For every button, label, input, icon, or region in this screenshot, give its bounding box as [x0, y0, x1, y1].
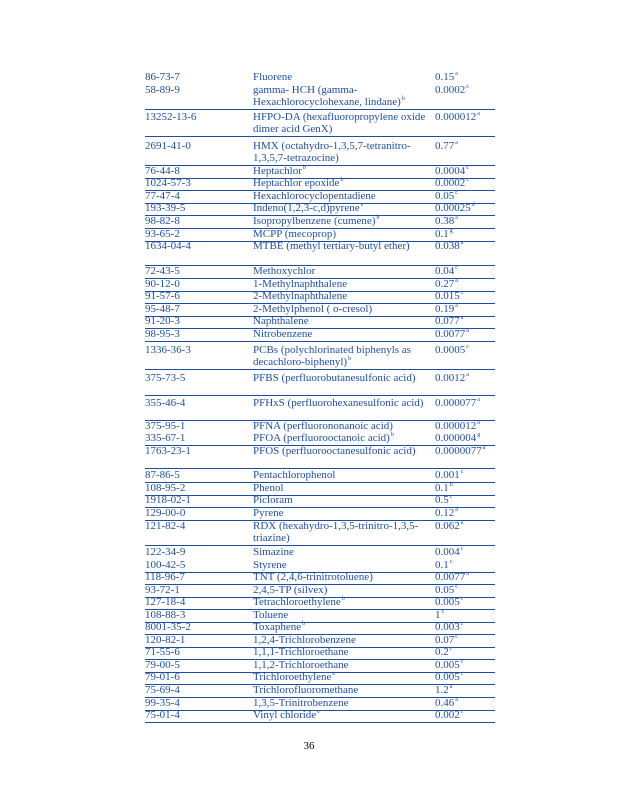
chemical-name-text: MTBE (methyl tertiary-butyl ether) [253, 240, 410, 252]
name-footnote: b [376, 215, 380, 222]
value-text: 0.0002 [435, 177, 466, 189]
value-text: 0.0000077 [435, 445, 482, 457]
table-row [145, 329, 495, 342]
table-row [145, 112, 495, 137]
chemical-name [253, 345, 433, 368]
chemical-name [253, 241, 433, 253]
cas-number: 91-57-6 [145, 290, 180, 302]
standard-value [435, 229, 453, 241]
value-footnote: a [477, 111, 480, 118]
name-footnote: b [348, 355, 352, 362]
chemical-name [253, 304, 433, 316]
chemical-name-text: Trichlorofluoromethane [253, 684, 359, 696]
chemical-name-text: Nitrobenzene [253, 328, 313, 340]
chemical-name-text: Styrene [253, 559, 287, 571]
value-text: 0.000077 [435, 397, 477, 409]
chemical-name-text: 1,2,4-Trichlorobenzene [253, 634, 356, 646]
chemical-name-text: Simazine [253, 546, 294, 558]
value-text: 0.015 [435, 290, 460, 302]
cas-number: 375-73-5 [145, 372, 186, 384]
chemical-name [253, 710, 433, 722]
chemical-name-text: PFOS (perfluorooctanesulfonic acid) [253, 445, 416, 457]
value-text: 0.46 [435, 697, 455, 709]
chemical-name [253, 508, 433, 520]
value-text: 0.0012 [435, 372, 466, 384]
value-text: 0.038 [435, 240, 460, 252]
standard-value [435, 291, 463, 303]
cas-number: 1918-02-1 [145, 494, 191, 506]
cas-number: 100-42-5 [145, 559, 186, 571]
value-footnote: c [449, 559, 453, 566]
standard-value [435, 266, 458, 278]
value-footnote: d [471, 202, 475, 209]
value-footnote: c [455, 265, 458, 272]
standard-value [435, 178, 469, 190]
standard-value [435, 316, 463, 328]
chemical-name [253, 141, 433, 164]
cas-number: 98-95-3 [145, 328, 180, 340]
value-footnote: c [466, 84, 469, 91]
name-footnote: e [317, 709, 320, 716]
chemical-name [253, 291, 433, 303]
chemical-name-text: MCPP (mecoprop) [253, 228, 337, 240]
value-footnote: a [455, 278, 458, 285]
value-text: 0.0005 [435, 344, 466, 356]
chemical-name [253, 521, 433, 544]
value-footnote: a [455, 71, 458, 78]
cas-number: 79-01-6 [145, 671, 180, 683]
cas-number: 121-82-4 [145, 520, 186, 532]
value-text: 0.000012 [435, 111, 477, 123]
value-footnote: a [455, 215, 458, 222]
chemical-name [253, 622, 433, 634]
value-footnote: c [460, 469, 464, 476]
standard-value [435, 166, 469, 178]
chemical-name [253, 112, 433, 135]
value-text: 0.1 [435, 228, 449, 240]
name-footnote: b [401, 95, 405, 102]
name-footnote: b [302, 165, 306, 172]
chemical-name [253, 446, 433, 458]
standard-value [435, 483, 453, 495]
value-footnote: c [449, 494, 453, 501]
chemical-name [253, 421, 433, 433]
chemical-name-text: 2,4,5-TP (silvex) [253, 584, 328, 596]
cas-number: 58-89-9 [145, 84, 180, 96]
name-footnote: b [390, 432, 394, 439]
chemical-name-text: HFPO-DA (hexafluoropropylene oxide dimer acid GenX) [253, 111, 426, 135]
table-row [145, 521, 495, 546]
page-number: 36 [303, 740, 315, 752]
value-footnote: a [449, 684, 453, 691]
chemical-name [253, 585, 433, 597]
cas-number: 93-65-2 [145, 228, 180, 240]
standard-value [435, 85, 469, 97]
chemical-name [253, 647, 433, 659]
standard-value [435, 433, 480, 445]
cas-number: 8001-35-2 [145, 621, 191, 633]
value-text: 0.001 [435, 469, 460, 481]
standard-value [435, 398, 480, 410]
chemical-name-text: Indeno(1,2,3-c,d)pyrene [253, 202, 360, 214]
value-footnote: c [466, 177, 469, 184]
value-text: 0.27 [435, 278, 455, 290]
value-footnote: c [455, 634, 458, 641]
table-row [145, 345, 495, 370]
cas-number: 193-39-5 [145, 202, 186, 214]
cas-number: 1763-23-1 [145, 445, 191, 457]
cas-number: 95-48-7 [145, 303, 180, 315]
name-footnote: e [360, 202, 364, 209]
name-footnote: b [302, 621, 306, 628]
chemical-name-text: Isopropylbenzene (cumene) [253, 215, 376, 227]
value-text: 0.000004 [435, 432, 477, 444]
chemical-name [253, 85, 433, 108]
value-footnote: a [460, 240, 464, 247]
standard-value [435, 698, 458, 710]
value-text: 0.1 [435, 559, 449, 571]
value-text: 0.04 [435, 265, 455, 277]
cas-number: 1024-57-3 [145, 177, 191, 189]
value-text: 0.0004 [435, 165, 466, 177]
value-footnote: c [460, 709, 464, 716]
name-footnote: b [341, 596, 345, 603]
table-row [145, 373, 495, 396]
standard-value [435, 622, 463, 634]
chemical-name-text: 1,1,1-Trichloroethane [253, 646, 349, 658]
chemical-name [253, 483, 433, 495]
cas-number: 75-01-4 [145, 709, 180, 721]
value-text: 0.77 [435, 140, 455, 152]
value-text: 0.002 [435, 709, 460, 721]
standard-value [435, 141, 458, 153]
value-footnote: a [466, 372, 469, 379]
value-text: 1 [435, 609, 441, 621]
value-footnote: a [477, 420, 480, 427]
chemical-name-text: 1-Methylnaphthalene [253, 278, 348, 290]
standard-value [435, 585, 458, 597]
table-row [145, 72, 495, 84]
name-footnote: b [340, 177, 344, 184]
value-footnote: a [460, 520, 464, 527]
standard-value [435, 710, 463, 722]
chemical-name [253, 316, 433, 328]
value-footnote: c [460, 621, 464, 628]
chemical-name [253, 672, 433, 684]
cas-number: 99-35-4 [145, 697, 180, 709]
value-footnote: c [460, 671, 464, 678]
standard-value [435, 647, 452, 659]
cas-number: 87-86-5 [145, 469, 180, 481]
value-text: 0.0077 [435, 328, 466, 340]
cas-number: 375-95-1 [145, 420, 186, 432]
value-text: 0.062 [435, 520, 460, 532]
value-text: 0.19 [435, 303, 455, 315]
value-text: 0.005 [435, 671, 460, 683]
chemical-name [253, 191, 433, 203]
value-text: 0.2 [435, 646, 449, 658]
chemical-name-text: gamma- HCH (gamma-Hexachlorocyclohexane, lindane) [253, 84, 401, 108]
value-text: 0.38 [435, 215, 455, 227]
chemical-name-text: HMX (octahydro-1,3,5,7-tetranitro-1,3,5,7-tetrazocine) [253, 140, 411, 164]
standard-value [435, 685, 452, 697]
standard-value [435, 446, 485, 458]
value-footnote: c [460, 290, 464, 297]
standard-value [435, 495, 452, 507]
cas-number: 335-67-1 [145, 432, 186, 444]
standard-value [435, 635, 458, 647]
value-text: 0.005 [435, 659, 460, 671]
chemical-name [253, 72, 433, 84]
value-text: 0.1 [435, 482, 449, 494]
table-row [145, 85, 495, 110]
chemical-name-text: 2-Methylnaphthalene [253, 290, 348, 302]
standard-value [435, 610, 444, 622]
chemical-name [253, 660, 433, 672]
cas-number: 355-46-4 [145, 397, 186, 409]
chemical-name-text: Methoxychlor [253, 265, 316, 277]
standard-value [435, 672, 463, 684]
standard-value [435, 547, 463, 559]
cas-number: 76-44-8 [145, 165, 180, 177]
value-footnote: c [455, 190, 458, 197]
chemical-name [253, 572, 433, 584]
value-text: 0.07 [435, 634, 455, 646]
chemical-name-text: Trichloroethylene [253, 671, 332, 683]
standard-value [435, 572, 469, 584]
value-text: 0.0077 [435, 571, 466, 583]
value-text: 0.0002 [435, 84, 466, 96]
chemical-name-text: Vinyl chloride [253, 709, 317, 721]
chemical-name [253, 685, 433, 697]
value-text: 0.077 [435, 315, 460, 327]
chemical-name-text: Heptachlor epoxide [253, 177, 340, 189]
chemical-name [253, 166, 433, 178]
value-footnote: a [455, 697, 458, 704]
value-footnote: c [449, 646, 453, 653]
chemical-name [253, 203, 433, 215]
table-row [145, 141, 495, 166]
cas-number: 93-72-1 [145, 584, 180, 596]
chemical-name [253, 698, 433, 710]
chemical-name-text: Pyrene [253, 507, 284, 519]
cas-number: 108-88-3 [145, 609, 186, 621]
standard-value [435, 241, 463, 253]
chemical-name-text: Pentachlorophenol [253, 469, 336, 481]
chemical-name-text: Phenol [253, 482, 284, 494]
value-footnote: c [460, 659, 464, 666]
standard-value [435, 421, 480, 433]
standard-value [435, 345, 469, 357]
cas-number: 79-00-5 [145, 659, 180, 671]
chemical-name [253, 279, 433, 291]
chemical-name-text: PFNA (perfluorononanoic acid) [253, 420, 393, 432]
table-row [145, 398, 495, 421]
value-text: 0.004 [435, 546, 460, 558]
chemical-name [253, 470, 433, 482]
chemical-name [253, 229, 433, 241]
value-text: 0.003 [435, 621, 460, 633]
value-footnote: a [455, 303, 458, 310]
chemical-name [253, 635, 433, 647]
chemical-name [253, 597, 433, 609]
value-footnote: h [449, 482, 453, 489]
cas-number: 98-82-8 [145, 215, 180, 227]
value-footnote: a [460, 315, 464, 322]
cas-number: 120-82-1 [145, 634, 186, 646]
cas-number: 129-00-0 [145, 507, 186, 519]
chemical-name-text: Toluene [253, 609, 289, 621]
table-row [145, 446, 495, 469]
chemical-name-text: Heptachlor [253, 165, 302, 177]
value-text: 0.15 [435, 71, 455, 83]
value-footnote: c [466, 344, 469, 351]
value-footnote: g [477, 432, 481, 439]
standard-value [435, 373, 469, 385]
standard-value [435, 508, 458, 520]
value-footnote: c [460, 596, 464, 603]
chemical-name [253, 610, 433, 622]
cas-number: 108-95-2 [145, 482, 186, 494]
standard-value [435, 470, 463, 482]
value-footnote: a [466, 328, 469, 335]
value-text: 0.00025 [435, 202, 471, 214]
standard-value [435, 112, 480, 124]
chemical-name-text: 1,3,5-Trinitrobenzene [253, 697, 349, 709]
chemical-name-text: Picloram [253, 494, 293, 506]
chemical-name [253, 329, 433, 341]
cas-number: 118-96-7 [145, 571, 185, 583]
chemical-name-text: PCBs (polychlorinated biphenyls as decachloro-biphenyl) [253, 344, 411, 368]
standard-value [435, 597, 463, 609]
cas-number: 71-55-6 [145, 646, 180, 658]
chemical-name [253, 178, 433, 190]
chemical-name-text: RDX (hexahydro-1,3,5-trinitro-1,3,5-triazine) [253, 520, 419, 544]
chemical-name-text: Naphthalene [253, 315, 309, 327]
value-footnote: a [477, 397, 480, 404]
chemical-name-text: Tetrachloroethylene [253, 596, 341, 608]
cas-number: 77-47-4 [145, 190, 180, 202]
cas-number: 1634-04-4 [145, 240, 191, 252]
standard-value [435, 191, 458, 203]
value-footnote: a [466, 571, 469, 578]
standard-value [435, 203, 475, 215]
chemical-name-text: 2-Methylphenol ( o-cresol) [253, 303, 373, 315]
value-footnote: c [441, 609, 445, 616]
chemical-name [253, 216, 433, 228]
standard-value [435, 521, 463, 533]
chemical-name-text: 1,1,2-Trichloroethane [253, 659, 349, 671]
value-footnote: a [482, 445, 486, 452]
chemical-name-text: Hexachlorocyclopentadiene [253, 190, 376, 202]
value-text: 0.5 [435, 494, 449, 506]
chemical-name-text: TNT (2,4,6-trinitrotoluene) [253, 571, 373, 583]
standard-value [435, 279, 458, 291]
chemical-name [253, 547, 433, 559]
chemical-name-text: Fluorene [253, 71, 293, 83]
value-footnote: c [460, 546, 464, 553]
standard-value [435, 304, 458, 316]
value-footnote: g [449, 228, 453, 235]
value-text: 1.2 [435, 684, 449, 696]
chemical-name [253, 433, 433, 445]
cas-number: 86-73-7 [145, 71, 180, 83]
cas-number: 122-34-9 [145, 546, 186, 558]
value-text: 0.05 [435, 584, 455, 596]
cas-number: 2691-41-0 [145, 140, 191, 152]
value-footnote: c [466, 165, 469, 172]
value-footnote: c [455, 584, 458, 591]
table-row [145, 710, 495, 723]
value-footnote: a [455, 507, 458, 514]
standard-value [435, 72, 458, 84]
value-text: 0.000012 [435, 420, 477, 432]
cas-number: 13252-13-6 [145, 111, 197, 123]
chemical-name [253, 266, 433, 278]
standard-value [435, 660, 463, 672]
value-text: 0.005 [435, 596, 460, 608]
cas-number: 127-18-4 [145, 596, 186, 608]
value-footnote: a [455, 140, 458, 147]
table-row [145, 547, 495, 559]
cas-number: 72-43-5 [145, 265, 180, 277]
chemical-name-text: PFHxS (perfluorohexanesulfonic acid) [253, 397, 424, 409]
chemical-name [253, 495, 433, 507]
chemical-name-text: PFOA (perfluorooctanoic acid) [253, 432, 390, 444]
chemical-name [253, 373, 433, 385]
value-text: 0.12 [435, 507, 455, 519]
standard-value [435, 560, 452, 572]
standard-value [435, 216, 458, 228]
chemical-name-text: Toxaphene [253, 621, 302, 633]
cas-number: 1336-36-3 [145, 344, 191, 356]
table-row [145, 241, 495, 266]
chemical-name [253, 560, 433, 572]
value-text: 0.05 [435, 190, 455, 202]
cas-number: 91-20-3 [145, 315, 180, 327]
chemical-name [253, 398, 433, 410]
standard-value [435, 329, 469, 341]
cas-number: 75-69-4 [145, 684, 180, 696]
name-footnote: e [332, 671, 336, 678]
cas-number: 90-12-0 [145, 278, 180, 290]
chemical-name-text: PFBS (perfluorobutanesulfonic acid) [253, 372, 416, 384]
